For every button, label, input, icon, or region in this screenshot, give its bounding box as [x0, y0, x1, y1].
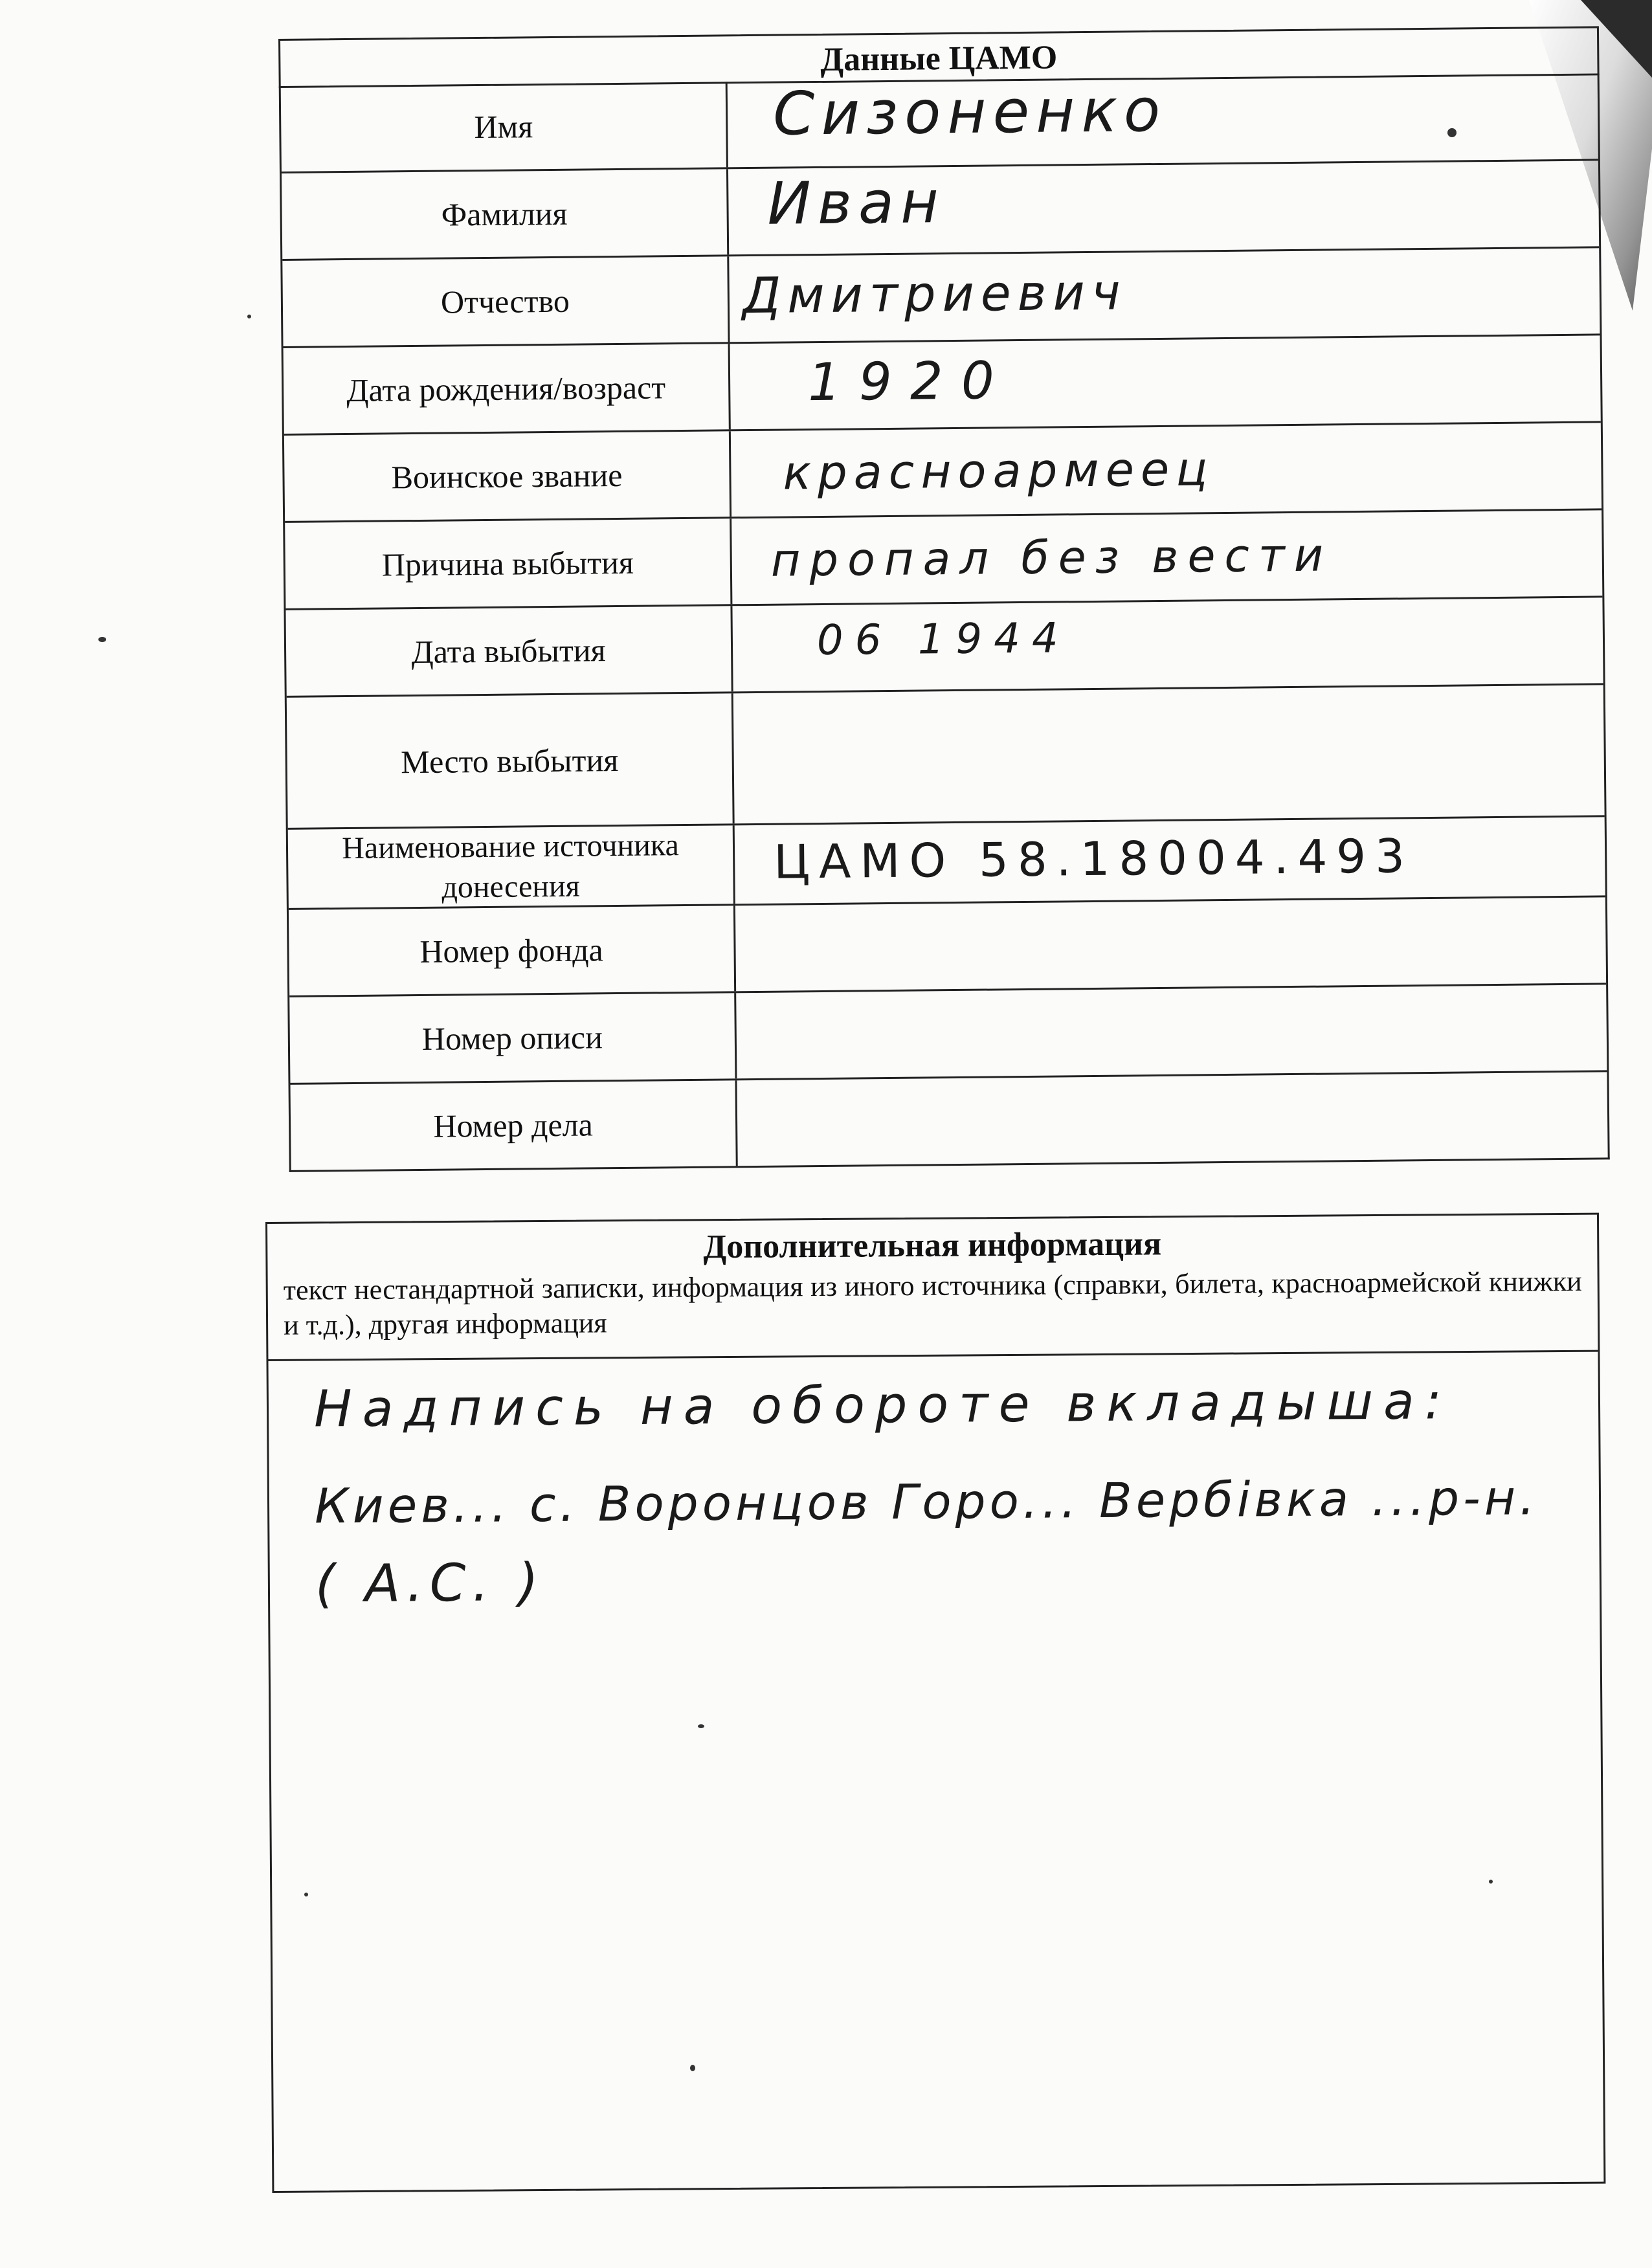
label-reason: Причина выбытия: [285, 518, 732, 608]
value-leave-date-cell: [732, 597, 1603, 691]
value-reason: пропал без вести: [770, 528, 1333, 587]
label-patronymic: Отчество: [282, 256, 730, 346]
row-birthdate: [284, 333, 1601, 434]
value-leave-date: 06 1944: [816, 614, 1070, 665]
additional-info-title: Дополнительная информация: [703, 1225, 1162, 1266]
row-patronymic: [282, 246, 1600, 346]
row-reason: [285, 508, 1602, 608]
camo-data-table: [278, 26, 1610, 1181]
label-leave-date: Дата выбытия: [285, 606, 733, 696]
row-leave-date: [285, 595, 1603, 696]
label-inventory: Номер описи: [289, 993, 737, 1083]
additional-info-description: текст нестандартной записки, информация из иного источника (справки, билета, красноармейской книжки и т.д.), другая информация: [283, 1265, 1582, 1341]
scan-speck: [98, 637, 106, 642]
scan-speck: [304, 1893, 308, 1896]
table-title: Данные ЦАМО: [278, 26, 1600, 88]
value-patronymic: Дмитриевич: [742, 263, 1128, 325]
value-surname-cell: [728, 161, 1599, 254]
row-leave-place: [287, 683, 1605, 828]
scan-speck: [698, 1724, 704, 1728]
row-name: [281, 73, 1598, 172]
value-leave-place-cell: [733, 685, 1605, 823]
label-fund: Номер фонда: [289, 906, 736, 995]
value-rank-cell: [731, 423, 1602, 517]
note-line-3: ( А.С. ): [315, 1552, 545, 1614]
scan-speck: [1489, 1880, 1493, 1884]
label-birthdate: Дата рождения/возраст: [284, 344, 731, 434]
row-surname: [282, 159, 1599, 259]
value-case-cell: [737, 1072, 1607, 1166]
row-rank: [284, 421, 1602, 521]
label-rank: Воинское звание: [284, 431, 731, 521]
additional-info-header: [267, 1215, 1598, 1361]
label-case: Номер дела: [291, 1080, 738, 1170]
note-line-1: Надпись на обороте вкладыша:: [313, 1372, 1453, 1439]
value-birthdate-cell: [730, 335, 1601, 429]
value-patronymic-cell: [729, 248, 1600, 342]
label-name: Имя: [281, 82, 728, 172]
value-name-cell: [728, 73, 1598, 167]
value-inventory-cell: [736, 984, 1607, 1078]
row-case: [290, 1070, 1607, 1170]
scan-speck: [1447, 128, 1457, 137]
additional-info-body: [269, 1352, 1604, 2191]
value-reason-cell: [731, 510, 1602, 604]
label-source: Наименование источника донесения: [288, 825, 735, 908]
table-body: [279, 73, 1610, 1172]
row-fund: [289, 895, 1606, 995]
value-name: Сизоненко: [772, 75, 1167, 149]
value-rank: красноармеец: [783, 441, 1214, 500]
additional-info-box: [265, 1213, 1605, 2193]
row-inventory: [289, 983, 1607, 1083]
value-surname: Иван: [766, 168, 946, 238]
value-source: ЦАМО 58.18004.493: [773, 828, 1414, 889]
label-leave-place: Место выбытия: [287, 693, 735, 828]
label-surname: Фамилия: [282, 169, 729, 259]
value-source-cell: [735, 817, 1605, 904]
scan-speck: [690, 2065, 695, 2071]
row-source: [288, 815, 1605, 908]
note-line-2: Киев... с. Воронцов Горо... Вербівка ...р-н.: [314, 1470, 1539, 1535]
scan-speck: [247, 315, 251, 318]
value-birthdate: 1920: [807, 350, 1013, 413]
value-fund-cell: [735, 897, 1606, 991]
